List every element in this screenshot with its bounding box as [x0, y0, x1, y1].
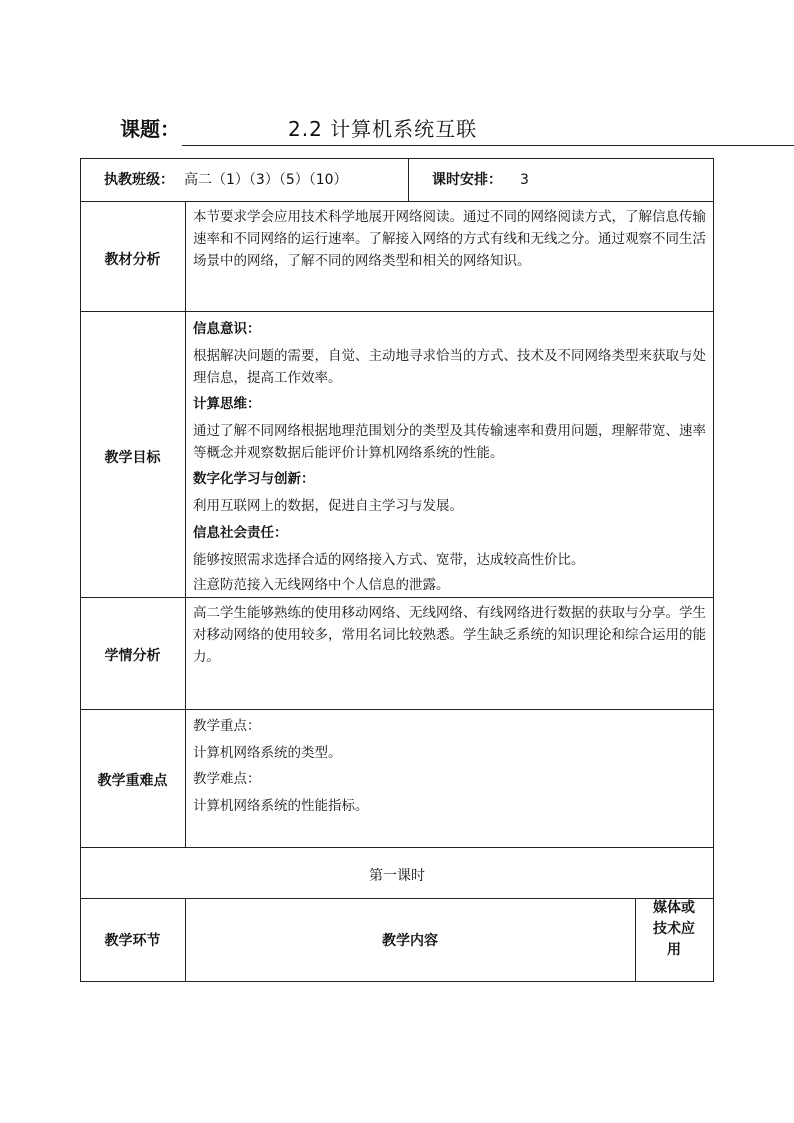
goal-heading-digital: 数字化学习与创新：	[193, 471, 315, 487]
class-value: 高二（1）（3）（5）（10）	[184, 172, 348, 188]
keypoint-focus-text: 计算机网络系统的类型。	[193, 745, 342, 761]
keypoints-label: 教学重难点	[97, 773, 168, 789]
students-text: 高二学生能够熟练的使用移动网络、无线网络、有线网络进行数据的获取与分享。学生对移动网络的使用较多，常用名词比较熟悉。学生缺乏系统的知识理论和综合运用的能力。	[193, 605, 706, 665]
hours-label: 课时安排：	[432, 172, 502, 188]
goal-text-computation: 通过了解不同网络根据地理范围划分的类型及其传输速率和费用问题，理解带宽、速率等概念并观察数据后能评价计算机网络系统的性能。	[193, 423, 706, 461]
title-text: 2.2 计算机系统互联	[288, 117, 478, 141]
goal-text-responsibility-2: 注意防范接入无线网络中个人信息的泄露。	[193, 577, 450, 593]
keypoint-focus-label: 教学重点：	[193, 718, 261, 734]
keypoint-difficulty-label: 教学难点：	[193, 771, 261, 787]
material-label: 教材分析	[104, 252, 161, 268]
col-header-stage: 教学环节	[104, 933, 161, 949]
goal-text-digital: 利用互联网上的数据，促进自主学习与发展。	[193, 498, 463, 514]
goal-text-info: 根据解决问题的需要，自觉、主动地寻求恰当的方式、技术及不同网络类型来获取与处理信息，提高工作效率。	[193, 348, 706, 386]
goal-heading-info: 信息意识：	[193, 321, 261, 337]
goals-label: 教学目标	[104, 450, 161, 466]
class-label: 执教班级：	[104, 172, 174, 188]
title-label: 课题：	[120, 117, 180, 141]
col-header-media: 媒体或技术应用	[653, 900, 695, 958]
goal-text-responsibility-1: 能够按照需求选择合适的网络接入方式、宽带，达成较高性价比。	[193, 552, 585, 568]
material-text: 本节要求学会应用技术科学地展开网络阅读。通过不同的网络阅读方式，了解信息传输速率和不同网络的运行速率。了解接入网络的方式有线和无线之分。通过观察不同生活场景中的网络，了解不同的网络类型和相关的网络知识。	[193, 209, 706, 269]
lesson-period: 第一课时	[369, 868, 425, 884]
col-header-content: 教学内容	[382, 933, 438, 949]
goal-heading-responsibility: 信息社会责任：	[193, 525, 288, 541]
hours-value: 3	[520, 172, 529, 188]
students-label: 学情分析	[104, 648, 161, 664]
goal-heading-computation: 计算思维：	[193, 396, 261, 412]
keypoint-difficulty-text: 计算机网络系统的性能指标。	[193, 798, 369, 814]
